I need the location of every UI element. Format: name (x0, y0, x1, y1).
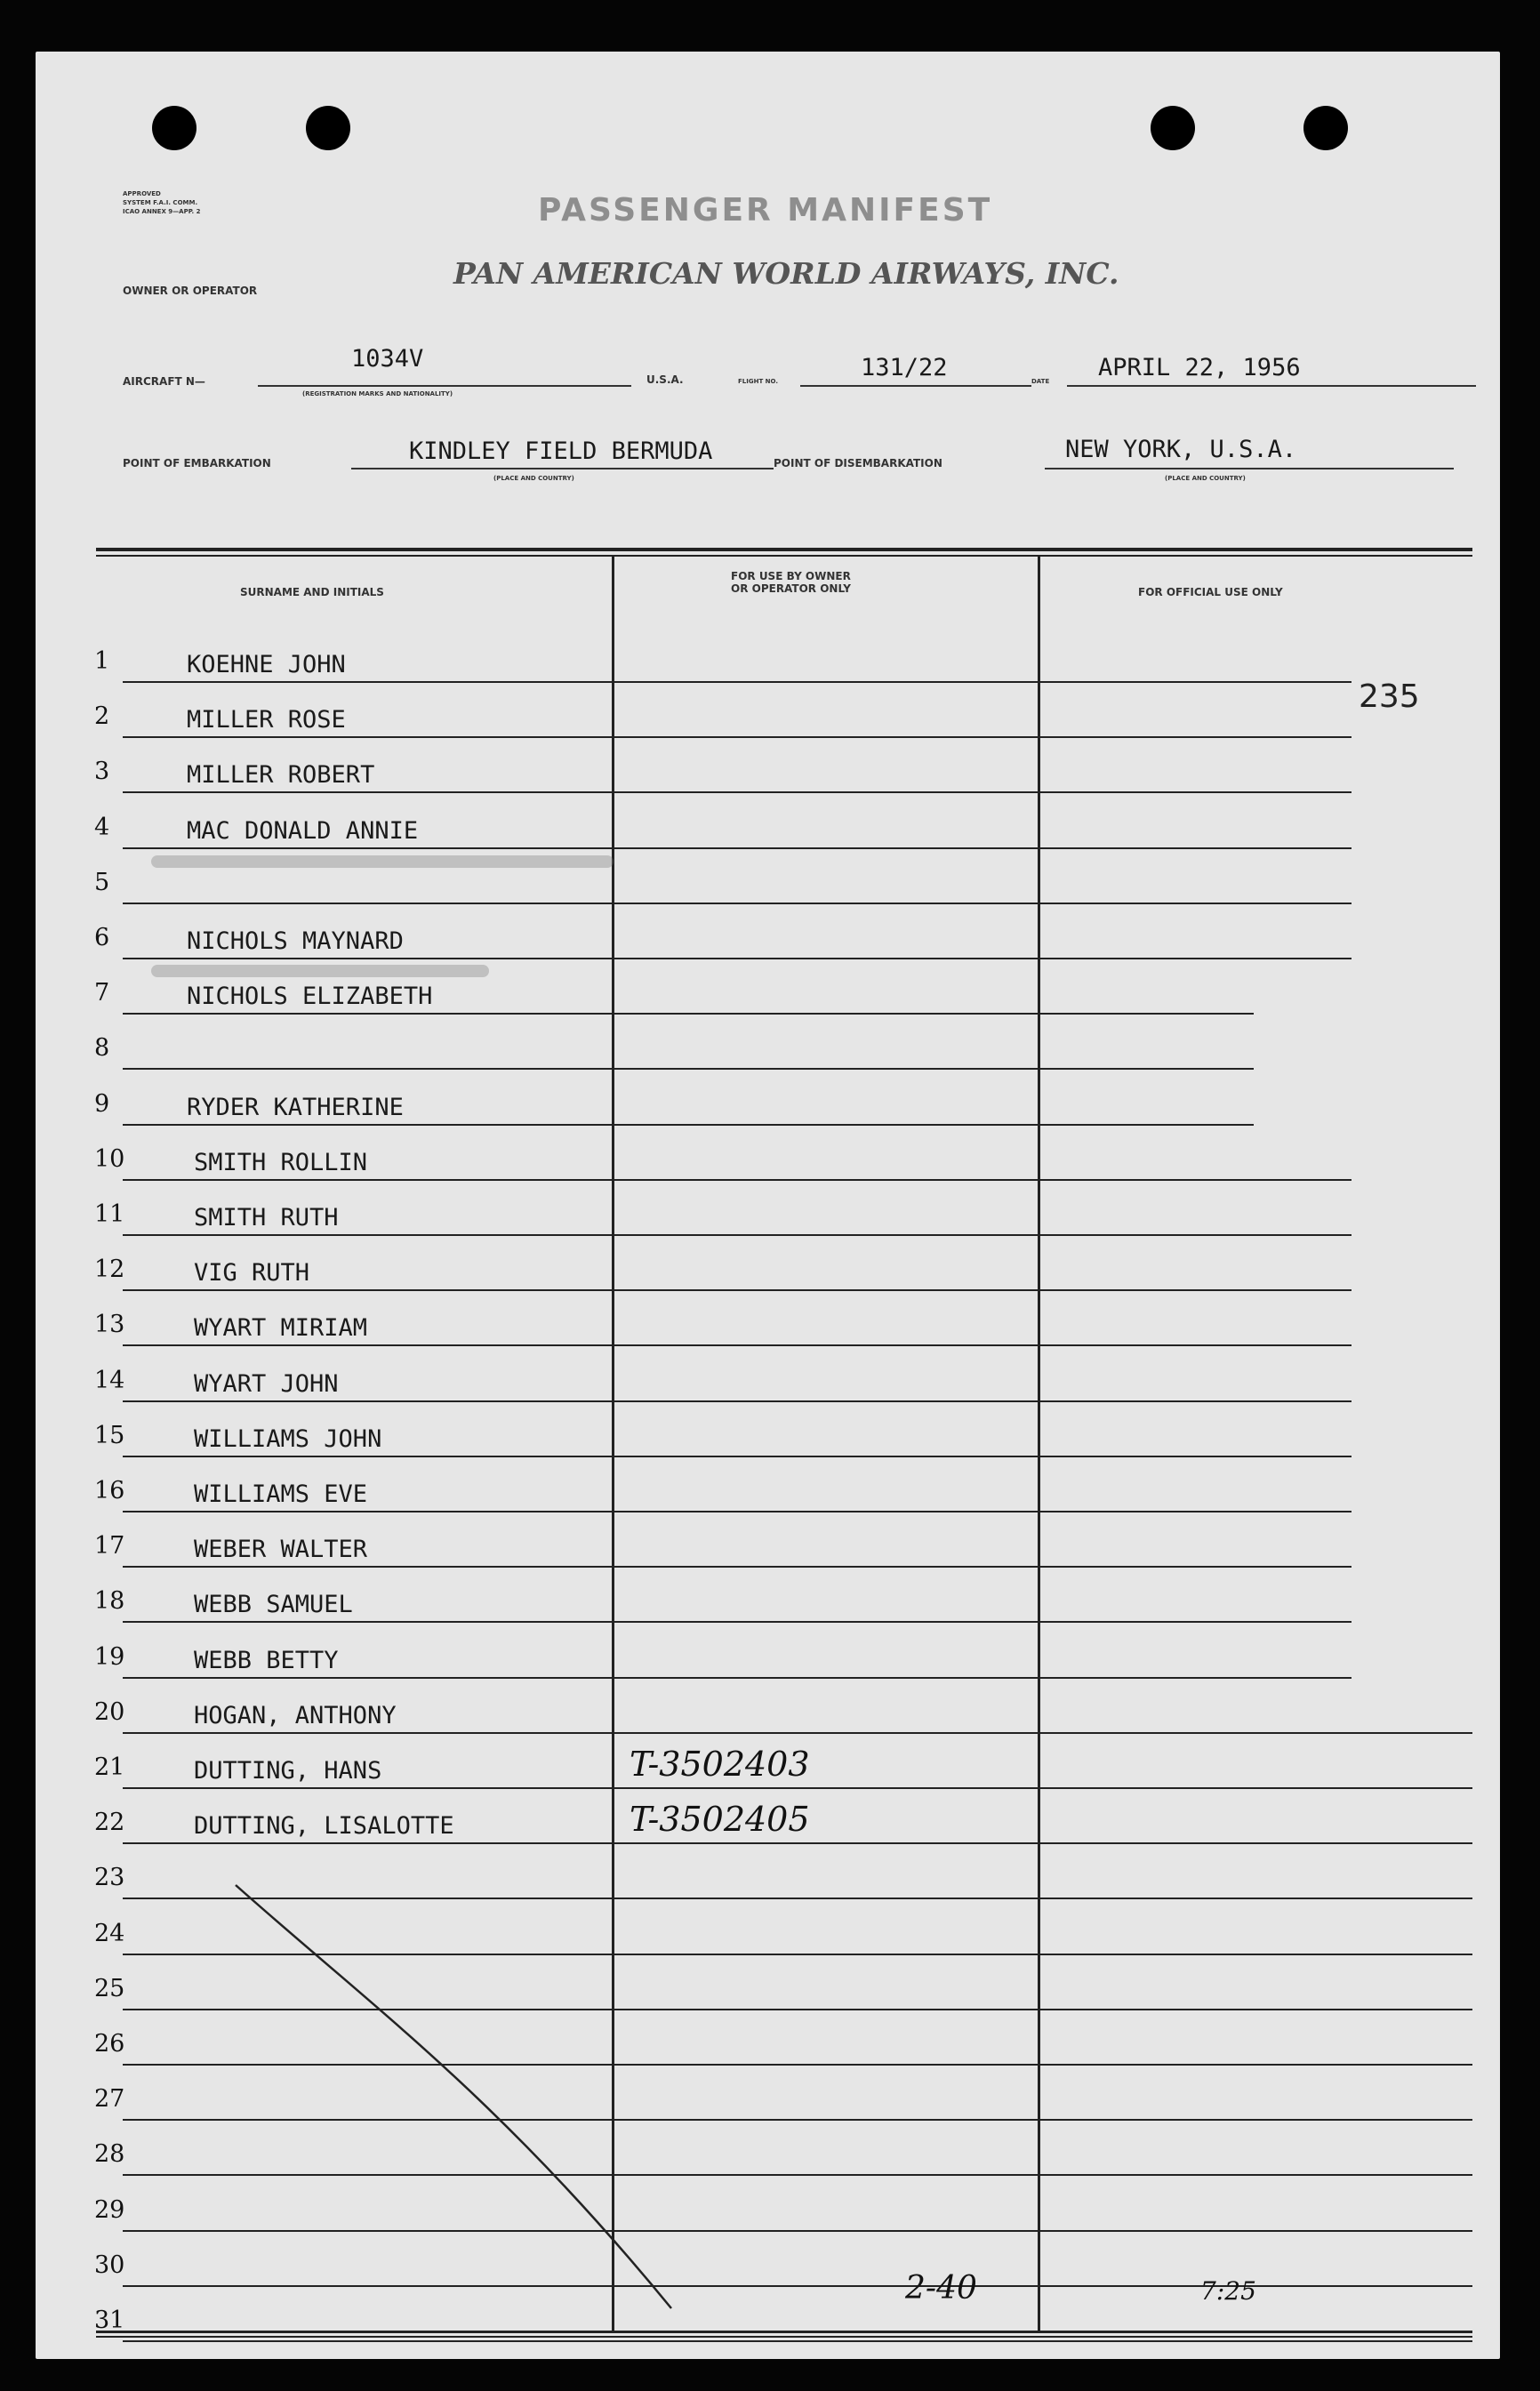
passenger-name: SMITH RUTH (194, 1204, 339, 1232)
row-number: 27 (94, 2085, 125, 2114)
embark-label: POINT OF EMBARKATION (123, 457, 271, 469)
passenger-name: WEBB SAMUEL (194, 1591, 353, 1619)
manifest-sheet (36, 52, 1500, 2359)
row-number: 7 (94, 979, 110, 1007)
passenger-name: WILLIAMS EVE (194, 1480, 368, 1508)
row-number: 15 (94, 1421, 125, 1449)
passenger-name: RYDER KATHERINE (187, 1093, 404, 1121)
row-number: 10 (94, 1144, 125, 1173)
row-number: 12 (94, 1256, 125, 1284)
owner-label: OWNER OR OPERATOR (123, 285, 258, 297)
aircraft-value: 1034V (351, 345, 424, 373)
row-number: 9 (94, 1089, 110, 1118)
row-number: 17 (94, 1532, 125, 1561)
passenger-name: MILLER ROBERT (187, 761, 375, 790)
approval-line: APPROVED (123, 190, 161, 197)
row-number: 28 (94, 2140, 125, 2169)
row-number: 25 (94, 1974, 125, 2002)
aircraft-sub: (REGISTRATION MARKS AND NATIONALITY) (302, 390, 453, 397)
row-number: 26 (94, 2030, 125, 2058)
passenger-name: WEBB BETTY (194, 1646, 339, 1674)
row-number: 24 (94, 1919, 125, 1947)
owner-value: PAN AMERICAN WORLD AIRWAYS, INC. (453, 256, 1119, 291)
date-label: DATE (1031, 378, 1050, 385)
row-number: 4 (94, 813, 110, 841)
row-number: 16 (94, 1477, 125, 1504)
usa-label: U.S.A. (646, 373, 684, 386)
aircraft-label: AIRCRAFT N— (123, 375, 205, 388)
passenger-name: WYART MIRIAM (194, 1314, 368, 1343)
passenger-name: VIG RUTH (194, 1259, 310, 1288)
footer-operator-note: 2-40 (905, 2270, 977, 2307)
row-number: 8 (94, 1034, 110, 1063)
passenger-name: MILLER ROSE (187, 706, 346, 734)
void-diagonal-line (36, 52, 1500, 2359)
row-number: 19 (94, 1642, 125, 1671)
row-number: 29 (94, 2195, 125, 2224)
flight-label: FLIGHT NO. (738, 378, 778, 385)
passenger-name: DUTTING, LISALOTTE (194, 1812, 454, 1841)
passenger-name: MAC DONALD ANNIE (187, 816, 419, 845)
disembark-value: NEW YORK, U.S.A. (1065, 436, 1297, 463)
row-number: 13 (94, 1311, 125, 1339)
approval-line: SYSTEM F.A.I. COMM. (123, 199, 198, 206)
col-header-operator: FOR USE BY OWNER (731, 570, 851, 582)
passenger-name: NICHOLS MAYNARD (187, 927, 404, 955)
date-value: APRIL 22, 1956 (1098, 354, 1301, 381)
passenger-name: HOGAN, ANTHONY (194, 1701, 397, 1729)
row-number: 1 (94, 647, 110, 675)
disembark-label: POINT OF DISEMBARKATION (774, 457, 942, 469)
row-number: 21 (94, 1753, 125, 1781)
row-number: 5 (94, 868, 110, 896)
passenger-name: SMITH ROLLIN (194, 1148, 368, 1176)
footer-official-note: 7:25 (1200, 2276, 1256, 2306)
row-number: 6 (94, 924, 110, 951)
row-number: 11 (94, 1200, 125, 1228)
passenger-name: DUTTING, HANS (194, 1757, 382, 1785)
passenger-name: NICHOLS ELIZABETH (187, 983, 433, 1011)
row-number: 3 (94, 758, 110, 786)
passenger-name: WILLIAMS JOHN (194, 1424, 382, 1453)
row-number: 31 (94, 2307, 125, 2334)
row-number: 14 (94, 1366, 125, 1394)
col-header-operator: OR OPERATOR ONLY (731, 582, 851, 595)
passenger-name: KOEHNE JOHN (187, 651, 346, 678)
disembark-sub: (PLACE AND COUNTRY) (1165, 475, 1246, 482)
passenger-name: WEBER WALTER (194, 1536, 368, 1564)
passenger-name: WYART JOHN (194, 1369, 339, 1398)
row-number: 23 (94, 1864, 125, 1892)
row-number: 30 (94, 2251, 125, 2279)
col-header-surname: SURNAME AND INITIALS (240, 586, 384, 598)
row-number: 2 (94, 702, 110, 731)
operator-reference: T-3502405 (630, 1800, 810, 1840)
row-number: 18 (94, 1587, 125, 1616)
official-note: 235 (1359, 678, 1420, 715)
operator-reference: T-3502403 (630, 1745, 810, 1784)
row-number: 20 (94, 1697, 125, 1726)
embark-value: KINDLEY FIELD BERMUDA (409, 437, 713, 465)
flight-value: 131/22 (861, 354, 948, 381)
embark-sub: (PLACE AND COUNTRY) (493, 475, 574, 482)
approval-line: ICAO ANNEX 9—APP. 2 (123, 208, 201, 215)
row-number: 22 (94, 1809, 125, 1837)
page-title: PASSENGER MANIFEST (538, 192, 993, 229)
col-header-official: FOR OFFICIAL USE ONLY (1138, 586, 1283, 598)
